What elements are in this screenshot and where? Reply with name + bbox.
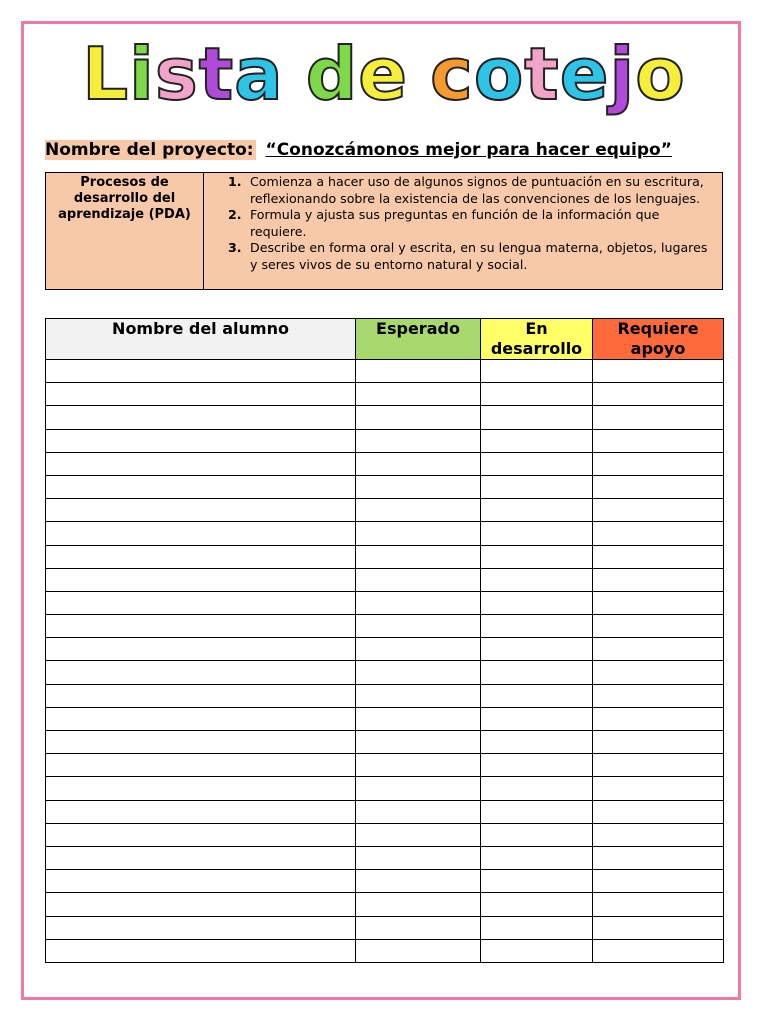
in-progress-cell[interactable] [481, 591, 593, 614]
table-row [46, 591, 724, 614]
needs-support-cell[interactable] [593, 383, 724, 406]
title-letter: d [305, 32, 359, 116]
table-row [46, 939, 724, 962]
table-body [46, 360, 724, 963]
needs-support-cell[interactable] [593, 615, 724, 638]
needs-support-cell[interactable] [593, 777, 724, 800]
title-letter: o [635, 32, 686, 116]
table-row [46, 475, 724, 498]
pda-item-text: Formula y ajusta sus preguntas en función de la información que requiere. [250, 207, 660, 239]
in-progress-cell[interactable] [481, 383, 593, 406]
student-name-cell[interactable] [46, 707, 356, 730]
student-name-cell[interactable] [46, 591, 356, 614]
student-name-cell[interactable] [46, 661, 356, 684]
needs-support-cell[interactable] [593, 545, 724, 568]
expected-cell[interactable] [356, 452, 481, 475]
table-row [46, 823, 724, 846]
in-progress-cell[interactable] [481, 823, 593, 846]
title-letter: o [473, 32, 525, 116]
title-letter: i [129, 32, 155, 116]
table-row [46, 800, 724, 823]
expected-cell[interactable] [356, 823, 481, 846]
expected-cell[interactable] [356, 475, 481, 498]
table-row [46, 522, 724, 545]
expected-cell[interactable] [356, 777, 481, 800]
pda-item-number: 3. [228, 240, 242, 255]
table-row [46, 452, 724, 475]
in-progress-cell[interactable] [481, 731, 593, 754]
expected-cell[interactable] [356, 870, 481, 893]
table-row [46, 406, 724, 429]
expected-cell[interactable] [356, 684, 481, 707]
header-student-name: Nombre del alumno [46, 319, 356, 360]
student-name-cell[interactable] [46, 684, 356, 707]
student-name-cell[interactable] [46, 406, 356, 429]
expected-cell[interactable] [356, 754, 481, 777]
pda-item [228, 207, 712, 240]
needs-support-cell[interactable] [593, 893, 724, 916]
page-title [0, 34, 768, 114]
needs-support-cell[interactable] [593, 823, 724, 846]
in-progress-cell[interactable] [481, 777, 593, 800]
in-progress-cell[interactable] [481, 522, 593, 545]
header-in-progress: En desarrollo [481, 319, 593, 360]
in-progress-cell[interactable] [481, 568, 593, 591]
table-row [46, 360, 724, 383]
table-row [46, 661, 724, 684]
table-row [46, 568, 724, 591]
expected-cell[interactable] [356, 638, 481, 661]
needs-support-cell[interactable] [593, 870, 724, 893]
student-name-cell[interactable] [46, 893, 356, 916]
needs-support-cell[interactable] [593, 522, 724, 545]
expected-cell[interactable] [356, 893, 481, 916]
title-letter: L [82, 32, 130, 116]
expected-cell[interactable] [356, 591, 481, 614]
in-progress-cell[interactable] [481, 638, 593, 661]
student-name-cell[interactable] [46, 754, 356, 777]
title-letter: s [154, 32, 199, 116]
table-row [46, 707, 724, 730]
expected-cell[interactable] [356, 661, 481, 684]
needs-support-cell[interactable] [593, 638, 724, 661]
needs-support-cell[interactable] [593, 800, 724, 823]
expected-cell[interactable] [356, 939, 481, 962]
needs-support-cell[interactable] [593, 360, 724, 383]
table-row [46, 383, 724, 406]
expected-cell[interactable] [356, 568, 481, 591]
checklist-table [45, 318, 724, 963]
student-name-cell[interactable] [46, 731, 356, 754]
needs-support-cell[interactable] [593, 568, 724, 591]
in-progress-cell[interactable] [481, 800, 593, 823]
student-name-cell[interactable] [46, 568, 356, 591]
expected-cell[interactable] [356, 429, 481, 452]
needs-support-cell[interactable] [593, 499, 724, 522]
needs-support-cell[interactable] [593, 475, 724, 498]
student-name-cell[interactable] [46, 939, 356, 962]
expected-cell[interactable] [356, 916, 481, 939]
in-progress-cell[interactable] [481, 846, 593, 869]
table-header-row [46, 319, 724, 360]
student-name-cell[interactable] [46, 475, 356, 498]
project-name-line [45, 138, 672, 162]
in-progress-cell[interactable] [481, 429, 593, 452]
student-name-cell[interactable] [46, 846, 356, 869]
expected-cell[interactable] [356, 499, 481, 522]
in-progress-cell[interactable] [481, 475, 593, 498]
pda-label: Procesos de desarrollo del aprendizaje (PDA) [46, 173, 204, 289]
table-row [46, 777, 724, 800]
table-row [46, 731, 724, 754]
in-progress-cell[interactable] [481, 661, 593, 684]
table-row [46, 846, 724, 869]
needs-support-cell[interactable] [593, 754, 724, 777]
pda-item [228, 174, 712, 207]
pda-item-number: 2. [228, 207, 242, 222]
table-row [46, 684, 724, 707]
student-name-cell[interactable] [46, 360, 356, 383]
student-name-cell[interactable] [46, 499, 356, 522]
needs-support-cell[interactable] [593, 661, 724, 684]
expected-cell[interactable] [356, 615, 481, 638]
in-progress-cell[interactable] [481, 939, 593, 962]
expected-cell[interactable] [356, 731, 481, 754]
student-name-cell[interactable] [46, 383, 356, 406]
needs-support-cell[interactable] [593, 452, 724, 475]
needs-support-cell[interactable] [593, 684, 724, 707]
table-row [46, 545, 724, 568]
student-name-cell[interactable] [46, 916, 356, 939]
expected-cell[interactable] [356, 846, 481, 869]
project-name-label: Nombre del proyecto: [45, 140, 254, 160]
header-expected: Esperado [356, 319, 481, 360]
expected-cell[interactable] [356, 406, 481, 429]
header-needs-support: Requiere apoyo [593, 319, 724, 360]
table-row [46, 638, 724, 661]
needs-support-cell[interactable] [593, 846, 724, 869]
table-row [46, 615, 724, 638]
pda-item [228, 240, 712, 273]
table-row [46, 870, 724, 893]
table-row [46, 429, 724, 452]
expected-cell[interactable] [356, 800, 481, 823]
in-progress-cell[interactable] [481, 406, 593, 429]
title-letter: j [609, 32, 636, 116]
needs-support-cell[interactable] [593, 429, 724, 452]
student-name-cell[interactable] [46, 638, 356, 661]
expected-cell[interactable] [356, 522, 481, 545]
expected-cell[interactable] [356, 707, 481, 730]
title-letter: c [430, 32, 474, 116]
in-progress-cell[interactable] [481, 615, 593, 638]
title-letter [284, 34, 306, 114]
pda-item-text: Describe en forma oral y escrita, en su lengua materna, objetos, lugares y seres vivos de su entorno natural y social. [250, 240, 708, 272]
student-name-cell[interactable] [46, 823, 356, 846]
student-name-cell[interactable] [46, 522, 356, 545]
title-letter: e [559, 32, 610, 116]
pda-item-number: 1. [228, 174, 242, 189]
needs-support-cell[interactable] [593, 916, 724, 939]
expected-cell[interactable] [356, 360, 481, 383]
student-name-cell[interactable] [46, 800, 356, 823]
in-progress-cell[interactable] [481, 754, 593, 777]
student-name-cell[interactable] [46, 545, 356, 568]
title-letter: t [198, 32, 235, 116]
title-letter [408, 34, 430, 114]
in-progress-cell[interactable] [481, 452, 593, 475]
pda-item-text: Comienza a hacer uso de algunos signos de puntuación en su escritura, reflexionando sobre la existencia de las convenciones de los lenguajes. [250, 174, 704, 206]
expected-cell[interactable] [356, 545, 481, 568]
in-progress-cell[interactable] [481, 893, 593, 916]
title-letter: a [234, 32, 284, 116]
needs-support-cell[interactable] [593, 731, 724, 754]
student-name-cell[interactable] [46, 870, 356, 893]
in-progress-cell[interactable] [481, 916, 593, 939]
pda-list [204, 173, 722, 289]
student-name-cell[interactable] [46, 777, 356, 800]
table-row [46, 499, 724, 522]
pda-box [45, 172, 723, 290]
in-progress-cell[interactable] [481, 545, 593, 568]
in-progress-cell[interactable] [481, 870, 593, 893]
in-progress-cell[interactable] [481, 360, 593, 383]
table-row [46, 893, 724, 916]
student-name-cell[interactable] [46, 429, 356, 452]
table-row [46, 916, 724, 939]
title-letter: t [524, 32, 560, 116]
in-progress-cell[interactable] [481, 684, 593, 707]
student-name-cell[interactable] [46, 615, 356, 638]
needs-support-cell[interactable] [593, 406, 724, 429]
title-letter: e [358, 32, 409, 116]
in-progress-cell[interactable] [481, 707, 593, 730]
student-name-cell[interactable] [46, 452, 356, 475]
in-progress-cell[interactable] [481, 499, 593, 522]
table-row [46, 754, 724, 777]
expected-cell[interactable] [356, 383, 481, 406]
needs-support-cell[interactable] [593, 939, 724, 962]
project-name-value: “Conozcámonos mejor para hacer equipo” [265, 140, 672, 160]
needs-support-cell[interactable] [593, 707, 724, 730]
needs-support-cell[interactable] [593, 591, 724, 614]
